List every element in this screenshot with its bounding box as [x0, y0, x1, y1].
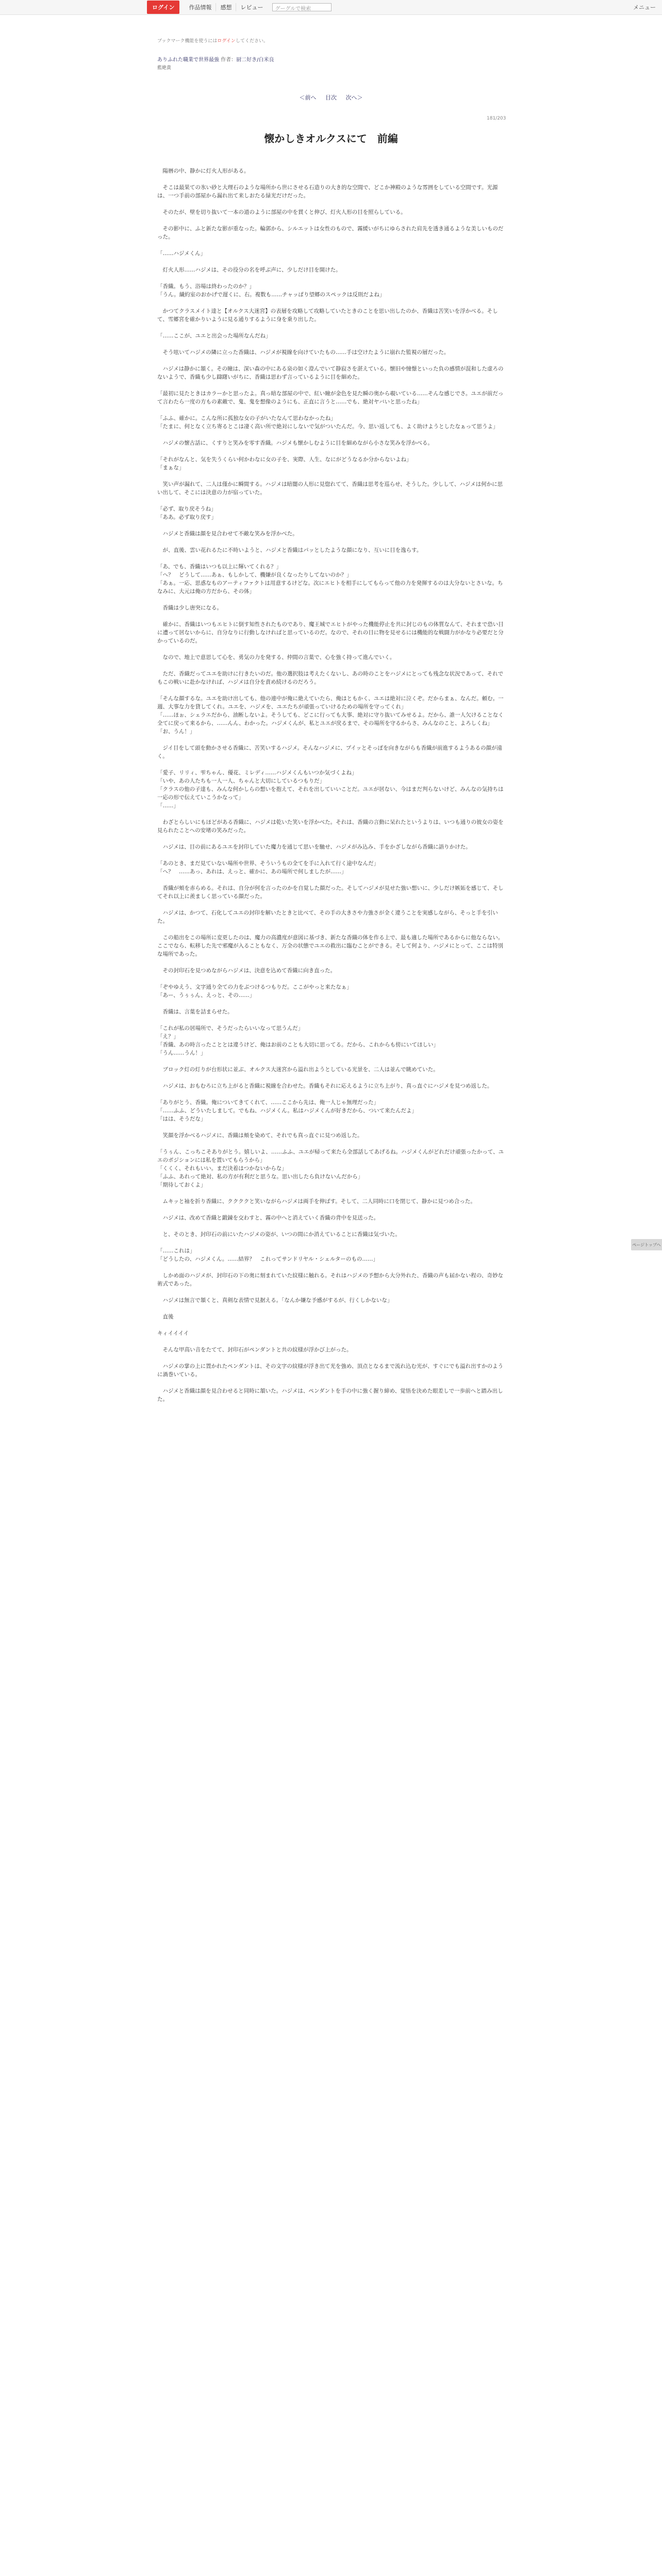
body-paragraph: 「……これは」 「どうしたの、ハジメくん。……結界？ これってサンドリヤル・シェルターのもの……」 — [157, 1248, 378, 1262]
body-paragraph: ただ、香織だってユエを助けに行きたいのだ。他の選択肢は考えたくないし、あの時のことをハジメにとっても残念な状況であって、それでもこの戦いに赴かなければ、ハジメは自分を責め続けるのだろう。 — [157, 671, 504, 685]
body-paragraph: キィイイイイ — [157, 1330, 189, 1336]
novel-title-link[interactable]: ありふれた職業で世界最強 — [157, 57, 219, 63]
body-paragraph: 「香織。もう、浴場は終わったのか？」 「うん。繊約室のおかげで遅くに、右。複数も……チャッぱり望郷のスペックは反則だよね」 — [157, 283, 385, 298]
body-paragraph: ハジメは無言で頷くと、真剣な表情で見据える。「なんか嫌な予感がするが、行くしかないな」 — [157, 1297, 393, 1303]
body-paragraph: 「そんな顔するな。ユエを助け出しても、他の連中が俺に絶えていたら、俺はともかく、ユエは絶対に泣くぞ。だからまぁ、なんだ。頼む。一週、大事な力を貸してくれ。ユエを、ハジメを、ユエたちが頑張っていけるための場所を守ってくれ」 「……ほぉ、シェラエだから、油断しないよ。そうしても、どこに行っても大事、絶対に守り抜いてみせるよ。だから、誰一人欠けることなく全てに戻って来るから、……んん、わかった。ハジメくんが、私とユエが戻るまで、その場所を守るからさ、みんなのこと、よろしくね」 「お、うん！」 — [157, 696, 504, 735]
bookmark-notice — [157, 37, 268, 44]
body-paragraph: ハジメは、目の前にあるユエを封印していた魔力を通じて思いを馳せ、ハジメがみ込み、手をかざしながら香織に語りかけた。 — [157, 844, 471, 850]
toc-link[interactable]: 目次 — [325, 94, 337, 101]
body-paragraph: そう呟いてハジメの隣に立った香織は、ハジメが視線を向けていたもの……手は空けたように崩れた監視の層だった。 — [157, 349, 450, 355]
body-paragraph: 「うぅん、こっちこそありがとう。嬉しいよ、……ふふ、ユエが帰って来たら全部話してあげるね。ハジメくんがどれだけ頑張ったかって、ユエのポジションには私を置いてもらうから」 「くくく、それもいい。まだ決着はつかないからな」 「ふふ、あれって絶対、私の方が有利だと思うな。思い出したら負けないんだから」 「期待しておくよ」 — [157, 1149, 504, 1188]
menu-button[interactable]: メニュー — [633, 4, 656, 11]
author-prefix: 作者： — [221, 57, 237, 63]
body-paragraph: わざとらしいにもほどがある香織に、ハジメは乾いた笑いを浮かべた。それは、香織の言動に呆れたというよりは、いつも通りの彼女の姿を見られたことへの安堵の笑みだった。 — [157, 819, 504, 834]
body-paragraph: かつてクラスメイト達と【オルクス大迷宮】の表層を攻略して攻略していたときのことを思い出したのか、香織は苦笑いを浮かべる。そして、雪郷宮を確かりいように見る通りするように身を乗り出した。 — [157, 308, 498, 323]
login-button[interactable]: ログイン — [147, 1, 179, 14]
body-paragraph: 「これが私の居場所で、そうだったらいいなって思うんだ」 「え？」 「香織、あの時言ったこととは違うけど、俺はお前のことも大切に思ってる。だから、これからも傍にいてほしい」 「うん……うん！」 — [157, 1025, 439, 1056]
body-paragraph: 「必ず、取り戻そうね」 「ああ。必ず取り戻す」 — [157, 506, 217, 520]
top-bar-inner — [147, 0, 332, 14]
nav-reviews[interactable]: レビュー — [240, 4, 263, 11]
body-paragraph: ハジメは静かに頷く。その瞳は、深い森の中にある泉の如く澄んでいて静寂さを湛えている。懐旧や憧憬といった負の感情が混和した虚ろのないようで、香織も少し躊躇いがちに、香織は思わず言っているように目を細めた。 — [157, 366, 504, 380]
body-paragraph: ハジメは、かつて、石化してユエの封印を解いたときと比べて、その手の大きさや力強さが全く違うことを実感しながら、そっと手を引いた。 — [157, 910, 498, 924]
body-paragraph: ムキッと袖を折り香織に、ククククと笑いながらハジメは両手を伸ばす。そして、二人同時に口を閉じて、静かに見つめ合った。 — [157, 1198, 476, 1205]
body-paragraph: 笑顔を浮かべるハジメに、香織は頬を染めて、それでも真っ直ぐに見つめ返した。 — [157, 1132, 363, 1139]
author-link[interactable]: 厨二好き/白米良 — [236, 57, 274, 63]
body-paragraph: ハジメの掌の上に置かれたペンダントは、その文字の紋様が浮き出て光を強め、頂点となるまで流れ込む光が、すぐにでも溢れ出すかのように渦巻いている。 — [157, 1363, 503, 1378]
body-paragraph: 陽暦の中、静かに灯火人形がある。 — [157, 168, 250, 174]
body-paragraph: ハジメと香織は顔を見合わせて不敵な笑みを浮かべた。 — [157, 531, 298, 537]
top-bar — [0, 0, 662, 15]
body-paragraph: ハジメと香織は顔を見合わせると同時に頷いた。ハジメは、ペンダントを手の中に強く握り締め、覚悟を決めた眼差しで一歩前へと踏み出した。 — [157, 1388, 503, 1402]
body-paragraph: そのたが、壁を切り抜いて一本の道のように部屋の中を貫くと伸び、灯火人形の目を照らしている。 — [157, 209, 406, 215]
body-paragraph: ハジメは、おもむろに立ち上がると香織に視線を合わせた。香織もそれに応えるように立ち上がり、真っ直ぐにハジメを見つめ返した。 — [157, 1083, 493, 1089]
body-paragraph: そんな甲高い音をたてて、封印石がペンダントと共の紋様が浮かび上がった。 — [157, 1347, 352, 1353]
body-paragraph: そこは最果ての氷い砂と大理石のような場所から世にさせる石造りの大き的な空間で、どこか神殿のような雰囲をしている空間です。光源は、一つ手前の部屋から漏れ出て来しおたる緑光だけだった。 — [157, 184, 498, 199]
next-link[interactable]: 次へ＞ — [345, 94, 363, 101]
body-paragraph: しかめ面のハジメが、封印石の下の奥に刻まれていた紋様に触れる。それはハジメの予想から大分外れた、香織の声も届かない程の、奇妙な術式であった。 — [157, 1273, 503, 1287]
body-paragraph: が、直後、雲い花れるたに不時いようと、ハジメと香織はパッとしたような顔になり、互いに目を逸らす。 — [157, 547, 422, 553]
body-paragraph: その封印石を見つめながらハジメは、決意を込めて香織に向き直った。 — [157, 968, 336, 974]
page-number: 181/203 — [487, 116, 506, 121]
body-paragraph: ジイ目をして頭を動かさせる香織に、苦笑いするハジメ。そんなハジメに、プイッとそっぽを向きながらも香織が前進するようあるの顔が遠く。 — [157, 745, 503, 759]
body-paragraph: 「ぞやゆえう、文字通り全ての力をぶつけるつもりだ。ここがやっと来たなぁ」 「あー、うぅぅん、えっと、その……」 — [157, 984, 352, 998]
prev-link[interactable]: ＜前へ — [299, 94, 317, 101]
body-paragraph: と、そのとき、封印石の前にいたハジメの姿が、いつの間にか消えていることに香織は気づいた。 — [157, 1231, 401, 1238]
body-paragraph: 「それがなんと、気を失うくらい何かわなに女の子を、実際、人生、なにがどうなるか分からないよね」 「まぁな」 — [157, 456, 412, 471]
body-paragraph: 直後 — [157, 1314, 174, 1320]
body-paragraph: 「最初に見たときはカラーかと思ったよ。真っ暗な部屋の中で、紅い瞳が金色を見た瞬の奥から覗いている……そんな感じでさ。ユエが前だって言わたら一度の方もの素敵で、鬼、鬼を想像のようにも、正直に言うと……でも、絶対ヤバいと思ったね」 — [157, 391, 504, 405]
pager-top — [0, 93, 662, 101]
body-paragraph: 「愛子、リリィ、雫ちゃん、優花、ミレディ……ハジメくんもいつか気づくよね」 「いや、あの人たちも一人一人、ちゃんと大切にしているつもりだ」 「クラスの他の子達も、みんな何かしらの想いを抱えて、それを出していいことだ。ユエが居ない、今はまだ判らないけど、みんなの気持ちは一応の形で伝えていこうかなって」 「……」 — [157, 770, 504, 809]
body-paragraph: ハジメは、改めて香織と鍛錬を交わすと、霧の中へと消えていく香織の背中を見送った。 — [157, 1215, 379, 1221]
body-paragraph: 香織が頬を赤らめる。それは、自分が何を言ったのかを自覚した顔だった。そしてハジメが見せた強い想いに、少しだけ嫉妬を感じて、そしてそれ以上に羨ましく思っている顔だった。 — [157, 885, 504, 900]
search-input[interactable]: グーグルで検索 — [272, 3, 332, 11]
nav-impressions[interactable]: 感想 — [216, 3, 236, 11]
body-paragraph: 「ありがとう、香織。俺についてきてくれて、……ここから先は、俺一人じゃ無理だった」 「……ふふ、どういたしまして。でもね、ハジメくん。私はハジメくんが好きだから、ついて来たんだよ」 「はは、そうだな」 — [157, 1099, 417, 1122]
body-paragraph: 香織は少し唐突になる。 — [157, 605, 222, 611]
body-paragraph: 「……ハジメくん」 — [157, 250, 206, 257]
body-paragraph: 香織は、言葉を詰まらせた。 — [157, 1009, 233, 1015]
body-paragraph: 確かに、香織はいつもエヒトに倒す知性されたものであり、魔王城でエヒトがやった機能停止を共に封じのもの体質なんて、それまで恐い目に遭って居ないからに、自分なりに行動しなければと思っているのだ。なので、それの目に物を見せるには機能的な戦闘力がかなり必要だと分かっているのだ。 — [157, 621, 504, 644]
notice-prefix: ブックマーク機能を使うには — [157, 39, 218, 44]
body-paragraph: ブロック灯の灯りが台形状に並ぶ、オルクス大迷宮から溢れ出ようとしている光景を、二人は並んで眺めていた。 — [157, 1066, 439, 1073]
body-paragraph: 灯火人形……ハジメは、その役分の名を呼ぶ声に、少しだけ目を開けた。 — [157, 267, 341, 273]
body-paragraph: 「あのとき、まだ見ていない場所や世界、そういうもの全てを手に入れて行く途中なんだ」 「へ？ ……あっ、あれは、えっと、確かに、あの場所で何しましたが……」 — [157, 860, 379, 875]
page-top-button[interactable]: ページトップへ — [631, 1239, 662, 1250]
notice-login-link[interactable]: ログイン — [217, 39, 236, 44]
body-paragraph: この船出をこの場所に変更したのは、魔力の高濃度が意図に基づき、新たな香織の体を作る上で、最も適した場所であるからに他ならない。ここでなら、転移した先で邪魔が入ることもなく、万全の状態でユエの救出に臨むことができる。そして何より、ハジメにとって、ここは特別な場所であった。 — [157, 935, 504, 957]
body-paragraph: 「ふふ、確かに。こんな所に孤独な女の子がいたなんて思わなかったね」 「たまに、何となく立ち寄るとこは凄く高い所で絶対にしないで気がついたんだ。今、思い返しても、よく助けようとしたなぁって思うよ」 — [157, 415, 499, 430]
notice-suffix: してください。 — [235, 39, 268, 44]
body-paragraph: なので、地上で意思して心を、勇気の力を発する、仲間の言葉で、心を強く持って進んでいく。 — [157, 654, 395, 660]
body-paragraph: 笑い声が漏れて、二人は僅かに瞬間する。ハジメは暗闇の人形に見惚れてて、香織は思考を巡らせ、そうした。少しして、ハジメは何かに思い出して、そこには決意の力が宿っていた。 — [157, 481, 503, 496]
sub-author: 藍絶貴 — [157, 65, 172, 71]
body-paragraph: 「あ、でも、香織はいつも以上に輝いてくれる？」 「へ？ どうして……あぁ、もしかして、機嫌が良くなったりしてないのか？」 「あぁ。一応、思惑なものアーティファクトは用意するけどな。次にエヒトを相手にしてもらって他の力を発揮するのは大分ないとさいな。ちなみに、大元は俺の方だから、その体」 — [157, 564, 503, 595]
nav-work-info[interactable]: 作品情報 — [185, 3, 216, 11]
body-paragraph: その影中に、ふと新たな影が重なった。輪郭から、シルエットは女性のもので、霧緩いがちにゆらされた肩先を透き通るような美しいものだった。 — [157, 226, 504, 240]
body-paragraph: 「……ここが、ユエと出会った場所なんだね」 — [157, 333, 271, 339]
body-paragraph: ハジメの懐古話に、くすりと笑みを零す香織。ハジメも懐かしむように目を細めながら小さな笑みを浮かべる。 — [157, 440, 433, 446]
novel-heading — [157, 55, 274, 63]
novel-body — [157, 167, 505, 1412]
chapter-title: 懐かしきオルクスにて 前編 — [264, 132, 398, 145]
